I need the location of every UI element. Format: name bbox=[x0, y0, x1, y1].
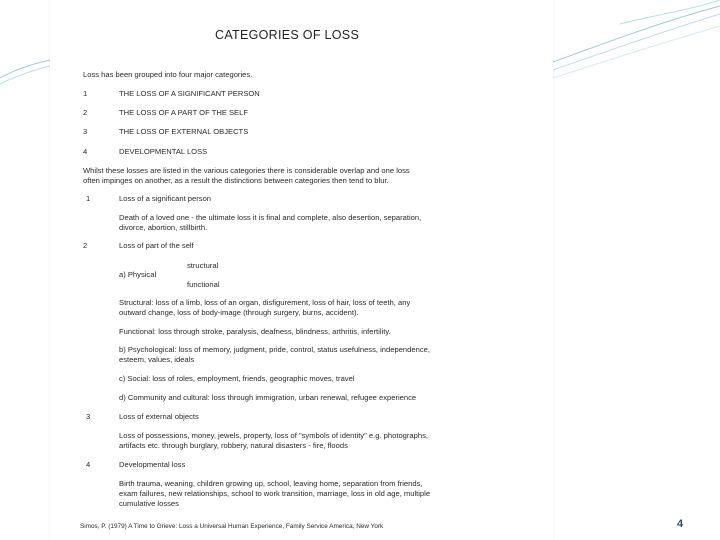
category-label: THE LOSS OF A SIGNIFICANT PERSON bbox=[119, 89, 260, 98]
section-body-line: artifacts etc. through burglary, robbery, natural disasters - fire, floods bbox=[119, 441, 348, 450]
functional-label: functional bbox=[187, 280, 220, 289]
category-label: DEVELOPMENTAL LOSS bbox=[119, 147, 208, 156]
section-heading: Loss of external objects bbox=[119, 412, 199, 421]
document-title: CATEGORIES OF LOSS bbox=[215, 28, 360, 42]
section-number: 4 bbox=[86, 460, 91, 469]
functional-line: Functional: loss through stroke, paralysis, deafness, blindness, arthritis, infertility. bbox=[119, 327, 391, 336]
overlap-paragraph-line: often impinges on another, as a result the distinctions between categories then tend to blur. bbox=[83, 176, 389, 185]
section-body-line: Birth trauma, weaning, children growing up, school, leaving home, separation from friends, bbox=[119, 479, 423, 488]
category-number: 4 bbox=[83, 147, 88, 156]
category-number: 2 bbox=[83, 108, 88, 117]
category-number: 1 bbox=[83, 89, 88, 98]
section-body-line: divorce, abortion, stillbirth. bbox=[119, 223, 208, 232]
intro-text: Loss has been grouped into four major categories. bbox=[83, 70, 253, 79]
category-number: 3 bbox=[83, 127, 88, 136]
section-heading: Loss of a significant person bbox=[119, 194, 212, 203]
section-body-line: cumulative losses bbox=[119, 499, 179, 508]
psychological-line: esteem, values, ideals bbox=[119, 355, 195, 364]
psychological-line: b) Psychological: loss of memory, judgment, pride, control, status usefulness, independence, bbox=[119, 345, 430, 354]
category-label: THE LOSS OF A PART OF THE SELF bbox=[119, 108, 248, 117]
structural-label: structural bbox=[187, 261, 219, 270]
section-body-line: exam failures, new relationships, school to work transition, marriage, loss in old age, multiple bbox=[119, 489, 431, 498]
social-line: c) Social: loss of roles, employment, friends, geographic moves, travel bbox=[119, 374, 355, 383]
citation: Simos, P. (1979) A Time to Grieve: Loss a Universal Human Experience, Family Service America, New York bbox=[80, 523, 384, 530]
section-number: 2 bbox=[83, 241, 88, 250]
section-heading: Developmental loss bbox=[119, 460, 186, 469]
section-number: 1 bbox=[86, 194, 91, 203]
page-number: 4 bbox=[677, 518, 684, 530]
section-body-line: Death of a loved one - the ultimate loss it is final and complete, also desertion, separation, bbox=[119, 213, 422, 222]
structural-line: outward change, loss of body-image (through surgery, burns, accident). bbox=[119, 308, 359, 317]
overlap-paragraph-line: Whilst these losses are listed in the various categories there is considerable overlap and one loss bbox=[83, 166, 410, 175]
category-label: THE LOSS OF EXTERNAL OBJECTS bbox=[119, 127, 249, 136]
community-line: d) Community and cultural: loss through immigration, urban renewal, refugee experience bbox=[119, 393, 417, 402]
structural-line: Structural: loss of a limb, loss of an organ, disfigurement, loss of hair, loss of teeth, any bbox=[119, 298, 411, 307]
physical-label: a) Physical bbox=[119, 270, 157, 279]
section-number: 3 bbox=[86, 412, 91, 421]
section-heading: Loss of part of the self bbox=[119, 241, 194, 250]
scanned-document bbox=[50, 0, 553, 540]
section-body-line: Loss of possessions, money, jewels, property, loss of "symbols of identity" e.g. photographs, bbox=[119, 431, 429, 440]
